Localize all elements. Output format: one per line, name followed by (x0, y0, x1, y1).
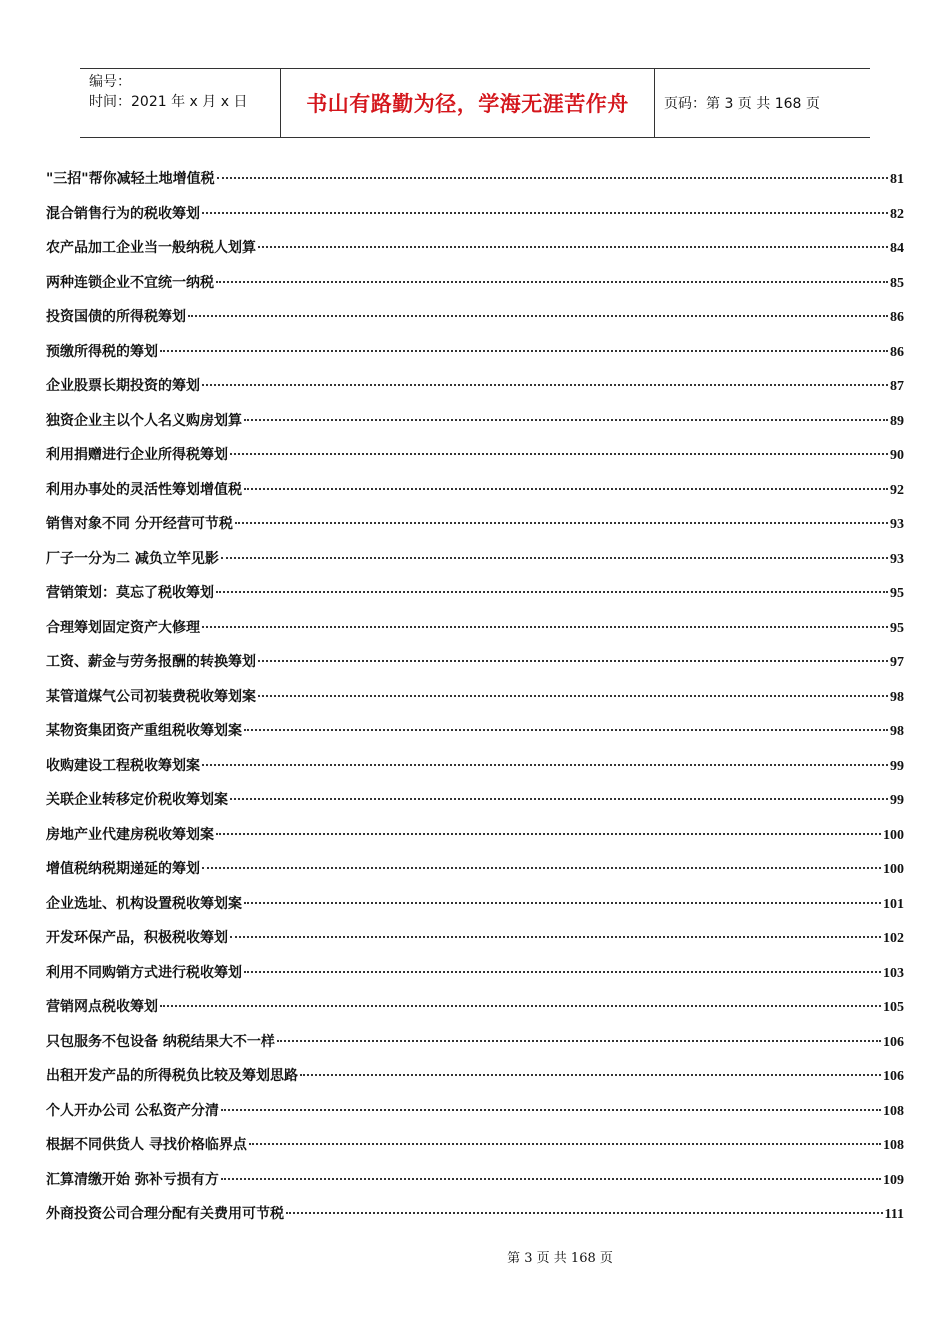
toc-entry-page: 92 (890, 482, 904, 498)
toc-entry[interactable] (46, 548, 904, 583)
toc-entry-page: 84 (890, 241, 904, 256)
toc-leader-dots (258, 660, 888, 662)
toc-entry-page: 93 (890, 517, 904, 532)
toc-entry-title: 利用捐赠进行企业所得税筹划 (46, 447, 228, 463)
toc-leader-dots (221, 1109, 881, 1111)
toc-entry-page: 108 (883, 1138, 904, 1153)
toc-leader-dots (160, 350, 888, 352)
toc-entry-page: 95 (890, 620, 904, 636)
toc-entry[interactable] (46, 1169, 904, 1204)
toc-entry[interactable] (46, 996, 904, 1031)
toc-leader-dots (235, 522, 888, 524)
toc-leader-dots (244, 729, 888, 731)
toc-leader-dots (300, 1074, 881, 1076)
toc-leader-dots (202, 384, 888, 386)
toc-entry-page: 81 (890, 172, 904, 187)
toc-leader-dots (160, 1005, 881, 1007)
toc-entry-page: 85 (890, 275, 904, 291)
toc-entry-page: 111 (884, 1207, 904, 1222)
toc-leader-dots (230, 798, 888, 800)
toc-entry-title: "三招"帮你减轻土地增值税 (46, 171, 215, 187)
toc-entry-page: 97 (890, 655, 904, 670)
toc-entry[interactable] (46, 306, 904, 341)
toc-entry-title: 开发环保产品，积极税收筹划 (46, 930, 228, 946)
toc-leader-dots (202, 867, 881, 869)
toc-leader-dots (230, 453, 888, 455)
toc-entry[interactable] (46, 1100, 904, 1135)
toc-entry[interactable] (46, 410, 904, 445)
toc-entry[interactable] (46, 341, 904, 376)
toc-entry-title: 混合销售行为的税收筹划 (46, 205, 200, 222)
toc-entry-title: 个人开办公司 公私资产分清 (46, 1102, 219, 1119)
page-header (80, 68, 870, 138)
toc-entry[interactable] (46, 824, 904, 859)
toc-leader-dots (258, 695, 888, 697)
toc-entry[interactable] (46, 272, 904, 307)
toc-entry[interactable] (46, 962, 904, 997)
toc-entry[interactable] (46, 1065, 904, 1100)
toc-leader-dots (217, 177, 888, 179)
toc-entry-title: 某管道煤气公司初装费税收筹划案 (46, 688, 256, 705)
toc-entry-page: 87 (890, 379, 904, 394)
toc-leader-dots (230, 936, 881, 938)
toc-leader-dots (249, 1143, 881, 1145)
toc-entry-title: 营销策划：莫忘了税收筹划 (46, 585, 214, 601)
toc-entry-page: 86 (890, 344, 904, 360)
toc-entry-title: 两种连锁企业不宜统一纳税 (46, 274, 214, 291)
toc-leader-dots (244, 488, 888, 490)
toc-entry-title: 只包服务不包设备 纳税结果大不一样 (46, 1033, 275, 1050)
toc-leader-dots (277, 1040, 881, 1042)
toc-entry[interactable] (46, 1031, 904, 1066)
toc-entry-title: 农产品加工企业当一般纳税人划算 (46, 240, 256, 256)
toc-leader-dots (221, 1178, 881, 1180)
header-meta (80, 69, 281, 137)
toc-entry-page: 100 (883, 862, 904, 877)
toc-leader-dots (188, 315, 888, 317)
toc-entry[interactable] (46, 686, 904, 721)
toc-entry-page: 98 (890, 724, 904, 739)
toc-entry-page: 108 (883, 1103, 904, 1119)
page-footer: 第 3 页 共 168 页 (507, 1251, 613, 1266)
header-page-info: 页码：第 3 页 共 168 页 (664, 96, 820, 112)
toc-entry[interactable] (46, 479, 904, 514)
toc-leader-dots (221, 557, 888, 559)
toc-entry-title: 销售对象不同 分开经营可节税 (46, 516, 233, 532)
toc-leader-dots (216, 281, 888, 283)
toc-entry[interactable] (46, 651, 904, 686)
toc-entry-page: 101 (883, 896, 904, 912)
toc-entry-page: 95 (890, 586, 904, 601)
toc-entry-page: 89 (890, 413, 904, 429)
toc-entry-page: 109 (883, 1172, 904, 1188)
toc-entry-page: 102 (883, 931, 904, 946)
toc-entry-page: 93 (890, 551, 904, 567)
toc-entry[interactable] (46, 1134, 904, 1169)
toc-entry-title: 企业股票长期投资的筹划 (46, 378, 200, 394)
toc-entry-title: 出租开发产品的所得税负比较及筹划思路 (46, 1068, 298, 1084)
toc-entry-title: 投资国债的所得税筹划 (46, 309, 186, 325)
table-of-contents (46, 168, 904, 1238)
header-motto: 书山有路勤为径，学海无涯苦作舟 (281, 69, 655, 137)
toc-entry[interactable] (46, 720, 904, 755)
header-number-label: 编号： (89, 74, 131, 90)
toc-entry[interactable] (46, 858, 904, 893)
toc-entry-page: 100 (883, 827, 904, 843)
header-date-label: 时间：2021 年 x 月 x 日 (89, 94, 248, 110)
toc-entry-page: 99 (890, 793, 904, 808)
toc-entry-page: 90 (890, 448, 904, 463)
toc-leader-dots (202, 212, 888, 214)
toc-leader-dots (202, 626, 888, 628)
toc-entry[interactable] (46, 617, 904, 652)
toc-leader-dots (244, 971, 881, 973)
toc-entry-page: 103 (883, 965, 904, 981)
toc-entry-title: 汇算清缴开始 弥补亏损有方 (46, 1171, 219, 1188)
toc-entry-page: 98 (890, 689, 904, 705)
toc-entry[interactable] (46, 513, 904, 548)
toc-entry-title: 根据不同供货人 寻找价格临界点 (46, 1137, 247, 1153)
toc-entry[interactable] (46, 203, 904, 238)
toc-entry[interactable] (46, 755, 904, 790)
toc-entry-title: 利用不同购销方式进行税收筹划 (46, 964, 242, 981)
toc-entry-title: 营销网点税收筹划 (46, 999, 158, 1015)
toc-entry-title: 房地产业代建房税收筹划案 (46, 826, 214, 843)
toc-leader-dots (202, 764, 888, 766)
toc-entry-title: 合理筹划固定资产大修理 (46, 619, 200, 636)
toc-entry-title: 独资企业主以个人名义购房划算 (46, 412, 242, 429)
toc-leader-dots (286, 1212, 883, 1214)
toc-leader-dots (216, 833, 881, 835)
toc-entry[interactable] (46, 893, 904, 928)
toc-entry-page: 106 (883, 1069, 904, 1084)
toc-entry[interactable] (46, 444, 904, 479)
toc-entry-page: 99 (890, 758, 904, 774)
toc-entry-title: 收购建设工程税收筹划案 (46, 757, 200, 774)
toc-entry-page: 106 (883, 1034, 904, 1050)
toc-entry-title: 预缴所得税的筹划 (46, 343, 158, 360)
toc-leader-dots (244, 419, 888, 421)
toc-entry-title: 某物资集团资产重组税收筹划案 (46, 723, 242, 739)
toc-leader-dots (216, 591, 888, 593)
toc-entry-title: 利用办事处的灵活性筹划增值税 (46, 481, 242, 498)
toc-entry[interactable] (46, 582, 904, 617)
toc-entry-title: 厂子一分为二 减负立竿见影 (46, 550, 219, 567)
toc-entry-title: 工资、薪金与劳务报酬的转换筹划 (46, 654, 256, 670)
toc-entry-title: 关联企业转移定价税收筹划案 (46, 792, 228, 808)
toc-entry[interactable] (46, 789, 904, 824)
toc-entry-title: 外商投资公司合理分配有关费用可节税 (46, 1206, 284, 1222)
toc-entry[interactable] (46, 168, 904, 203)
toc-leader-dots (244, 902, 881, 904)
toc-entry-page: 86 (890, 310, 904, 325)
toc-entry-title: 增值税纳税期递延的筹划 (46, 861, 200, 877)
toc-entry-title: 企业选址、机构设置税收筹划案 (46, 895, 242, 912)
toc-entry[interactable] (46, 237, 904, 272)
toc-entry[interactable] (46, 1203, 904, 1238)
toc-entry-page: 105 (883, 1000, 904, 1015)
toc-entry[interactable] (46, 927, 904, 962)
toc-entry-page: 82 (890, 206, 904, 222)
toc-leader-dots (258, 246, 888, 248)
toc-entry[interactable] (46, 375, 904, 410)
